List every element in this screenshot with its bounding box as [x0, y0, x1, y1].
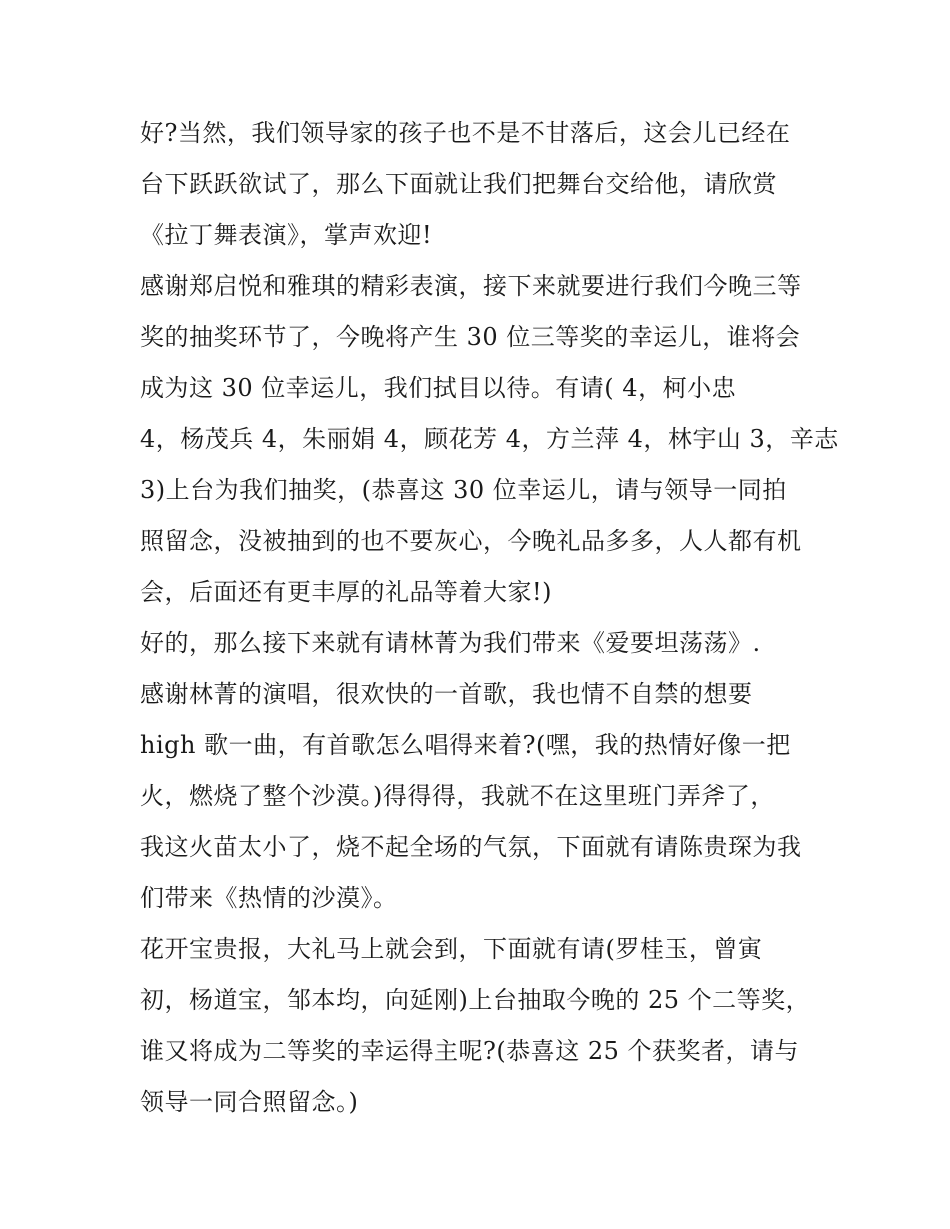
text-line: 好的，那么接下来就有请林菁为我们带来《爱要坦荡荡》. [140, 629, 761, 657]
text-line: 们带来《热情的沙漠》。 [140, 884, 398, 912]
text-line: 花开宝贵报，大礼马上就会到，下面就有请(罗桂玉，曾寅 [140, 935, 763, 963]
text-line: 初，杨道宝，邹本均，向延刚)上台抽取今晚的 25 个二等奖， [140, 986, 811, 1014]
text-line: 会，后面还有更丰厚的礼品等着大家!) [140, 578, 553, 606]
text-line: 4，杨茂兵 4，朱丽娟 4，顾花芳 4，方兰萍 4，林宇山 3，辛志 [140, 425, 839, 453]
text-line: 好?当然，我们领导家的孩子也不是不甘落后，这会儿已经在 [140, 119, 791, 147]
text-line: 台下跃跃欲试了，那么下面就让我们把舞台交给他，请欣赏 [140, 170, 777, 198]
text-line: high 歌一曲，有首歌怎么唱得来着?(嘿，我的热情好像一把 [140, 731, 791, 759]
text-line [140, 363, 820, 414]
text-line-start: 成为这 30 位幸运儿，我们拭目以待。有请( [140, 374, 615, 402]
text-line: 《拉丁舞表演》，掌声欢迎! [140, 221, 433, 249]
text-line: 感谢林菁的演唱，很欢快的一首歌，我也情不自禁的想要 [140, 680, 753, 708]
text-line: 3)上台为我们抽奖，(恭喜这 30 位幸运儿，请与领导一同拍 [140, 476, 787, 504]
text-line: 感谢郑启悦和雅琪的精彩表演，接下来就要进行我们今晚三等 [140, 272, 802, 300]
text-line: 我这火苗太小了，烧不起全场的气氛，下面就有请陈贵琛为我 [140, 833, 802, 861]
text-line: 照留念，没被抽到的也不要灰心，今晚礼品多多，人人都有机 [140, 527, 802, 555]
text-line: 谁又将成为二等奖的幸运得主呢?(恭喜这 25 个获奖者，请与 [140, 1037, 800, 1065]
text-line: 领导一同合照留念。) [140, 1088, 359, 1116]
text-line: 火，燃烧了整个沙漠。)得得得，我就不在这里班门弄斧了， [140, 782, 775, 810]
body-text [140, 108, 839, 1128]
text-line: 奖的抽奖环节了，今晚将产生 30 位三等奖的幸运儿，谁将会 [140, 323, 801, 351]
text-line-end: 4，柯小忠 [614, 374, 737, 402]
